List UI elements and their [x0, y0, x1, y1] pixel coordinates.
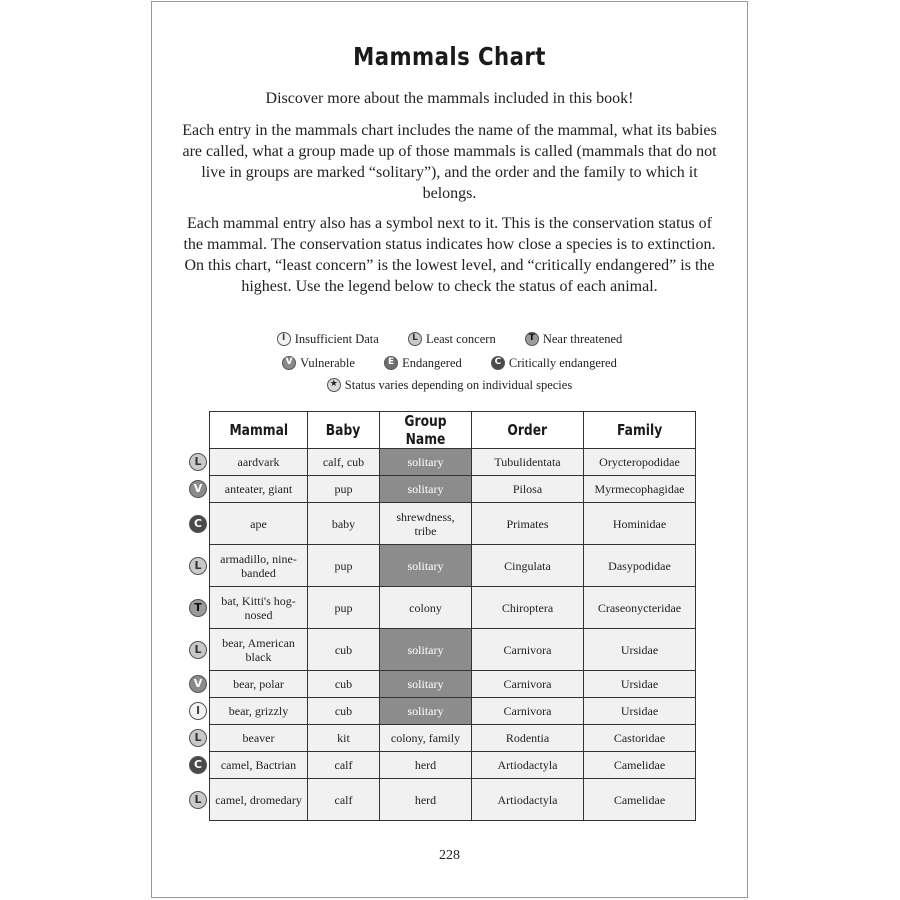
- table-header-row: [210, 412, 696, 449]
- order-cell: Tubulidentata: [472, 449, 584, 476]
- group-cell: solitary: [380, 449, 472, 476]
- baby-cell: pup: [308, 587, 380, 629]
- insufficient-data-icon: I: [277, 332, 291, 346]
- group-cell: solitary: [380, 545, 472, 587]
- legend-row-1: [152, 331, 747, 347]
- baby-cell: cub: [308, 698, 380, 725]
- book-page: [151, 1, 748, 898]
- group-cell: solitary: [380, 671, 472, 698]
- mammal-cell: C ape: [210, 503, 308, 545]
- group-cell: colony: [380, 587, 472, 629]
- table-row: [210, 779, 696, 821]
- critically-endangered-icon: C: [491, 356, 505, 370]
- order-cell: Artiodactyla: [472, 752, 584, 779]
- least-concern-icon: L: [408, 332, 422, 346]
- legend-label: Insufficient Data: [294, 331, 379, 346]
- order-cell: Carnivora: [472, 629, 584, 671]
- header-group-name: Group Name: [380, 412, 472, 449]
- mammal-cell: L aardvark: [210, 449, 308, 476]
- order-cell: Artiodactyla: [472, 779, 584, 821]
- vulnerable-icon: V: [282, 356, 296, 370]
- group-cell: herd: [380, 779, 472, 821]
- legend-endangered: [384, 356, 462, 371]
- family-cell: Myrmecophagidae: [584, 476, 696, 503]
- table-row: [210, 698, 696, 725]
- near-threatened-icon: T: [525, 332, 539, 346]
- status-icon: L: [189, 791, 207, 809]
- order-cell: Cingulata: [472, 545, 584, 587]
- group-cell: solitary: [380, 476, 472, 503]
- status-icon: V: [189, 480, 207, 498]
- status-icon: I: [189, 702, 207, 720]
- header-baby: Baby: [308, 412, 380, 449]
- order-cell: Rodentia: [472, 725, 584, 752]
- baby-cell: kit: [308, 725, 380, 752]
- legend-insufficient-data: [277, 332, 379, 347]
- mammal-cell: L bear, American black: [210, 629, 308, 671]
- page-number: 228: [439, 848, 460, 863]
- status-icon: L: [189, 557, 207, 575]
- table-row: [210, 587, 696, 629]
- legend-label: Critically endangered: [508, 355, 617, 370]
- family-cell: Orycteropodidae: [584, 449, 696, 476]
- header-family: Family: [584, 412, 696, 449]
- status-icon: L: [189, 729, 207, 747]
- legend-status-varies: [327, 378, 572, 393]
- intro-text: Discover more about the mammals included in this book!: [265, 90, 634, 107]
- legend-row-2: [152, 355, 747, 371]
- star-icon: ★: [327, 378, 341, 392]
- mammal-cell: T bat, Kitti's hog-nosed: [210, 587, 308, 629]
- status-icon: L: [189, 453, 207, 471]
- description-paragraph: Each entry in the mammals chart includes the name of the mammal, what its babies are called, what a group made up of those mammals is called (mammals that do not live in groups are marked “solitary”), and the order and the family to which it belongs.: [182, 122, 717, 202]
- legend-least-concern: [408, 332, 496, 347]
- order-cell: Primates: [472, 503, 584, 545]
- legend-label: Least concern: [425, 331, 496, 346]
- legend-label: Status varies depending on individual species: [344, 377, 573, 392]
- header-order: Order: [472, 412, 584, 449]
- mammal-cell: L armadillo, nine-banded: [210, 545, 308, 587]
- header-mammal: Mammal: [210, 412, 308, 449]
- family-cell: Dasypodidae: [584, 545, 696, 587]
- mammals-table: [193, 411, 696, 821]
- table-row: [210, 545, 696, 587]
- group-cell: solitary: [380, 698, 472, 725]
- table-row: [210, 476, 696, 503]
- group-cell: solitary: [380, 629, 472, 671]
- family-cell: Camelidae: [584, 752, 696, 779]
- legend-label: Near threatened: [542, 331, 623, 346]
- table-row: [210, 752, 696, 779]
- family-cell: Hominidae: [584, 503, 696, 545]
- mammal-cell: L beaver: [210, 725, 308, 752]
- mammal-cell: L camel, dromedary: [210, 779, 308, 821]
- family-cell: Ursidae: [584, 671, 696, 698]
- legend-near-threatened: [525, 332, 622, 347]
- baby-cell: baby: [308, 503, 380, 545]
- table-row: [210, 629, 696, 671]
- group-cell: colony, family: [380, 725, 472, 752]
- baby-cell: cub: [308, 629, 380, 671]
- endangered-icon: E: [384, 356, 398, 370]
- mammal-cell: V anteater, giant: [210, 476, 308, 503]
- table-row: [210, 449, 696, 476]
- family-cell: Craseonycteridae: [584, 587, 696, 629]
- family-cell: Ursidae: [584, 698, 696, 725]
- baby-cell: calf: [308, 779, 380, 821]
- order-cell: Chiroptera: [472, 587, 584, 629]
- page-title: Mammals Chart: [353, 42, 546, 71]
- order-cell: Carnivora: [472, 698, 584, 725]
- baby-cell: calf, cub: [308, 449, 380, 476]
- table-row: [210, 725, 696, 752]
- status-icon: V: [189, 675, 207, 693]
- conservation-paragraph: Each mammal entry also has a symbol next to it. This is the conservation status of the mammal. The conservation status indicates how close a species is to extinction. On this chart, “least concern” is the lowest level, and “critically endangered” is the highest. Use the legend below to check the status of each animal.: [183, 215, 716, 295]
- status-icon: T: [189, 599, 207, 617]
- table-row: [210, 503, 696, 545]
- group-cell: herd: [380, 752, 472, 779]
- order-cell: Pilosa: [472, 476, 584, 503]
- status-icon: C: [189, 756, 207, 774]
- baby-cell: pup: [308, 476, 380, 503]
- status-icon: C: [189, 515, 207, 533]
- mammal-cell: V bear, polar: [210, 671, 308, 698]
- legend-row-3: [152, 377, 747, 393]
- group-cell: shrewdness, tribe: [380, 503, 472, 545]
- status-icon: L: [189, 641, 207, 659]
- baby-cell: cub: [308, 671, 380, 698]
- legend-vulnerable: [282, 356, 355, 371]
- mammal-cell: I bear, grizzly: [210, 698, 308, 725]
- family-cell: Camelidae: [584, 779, 696, 821]
- legend-critically-endangered: [491, 356, 617, 371]
- family-cell: Ursidae: [584, 629, 696, 671]
- baby-cell: calf: [308, 752, 380, 779]
- legend-label: Vulnerable: [300, 355, 355, 370]
- family-cell: Castoridae: [584, 725, 696, 752]
- legend-label: Endangered: [402, 355, 462, 370]
- baby-cell: pup: [308, 545, 380, 587]
- mammal-cell: C camel, Bactrian: [210, 752, 308, 779]
- order-cell: Carnivora: [472, 671, 584, 698]
- table-row: [210, 671, 696, 698]
